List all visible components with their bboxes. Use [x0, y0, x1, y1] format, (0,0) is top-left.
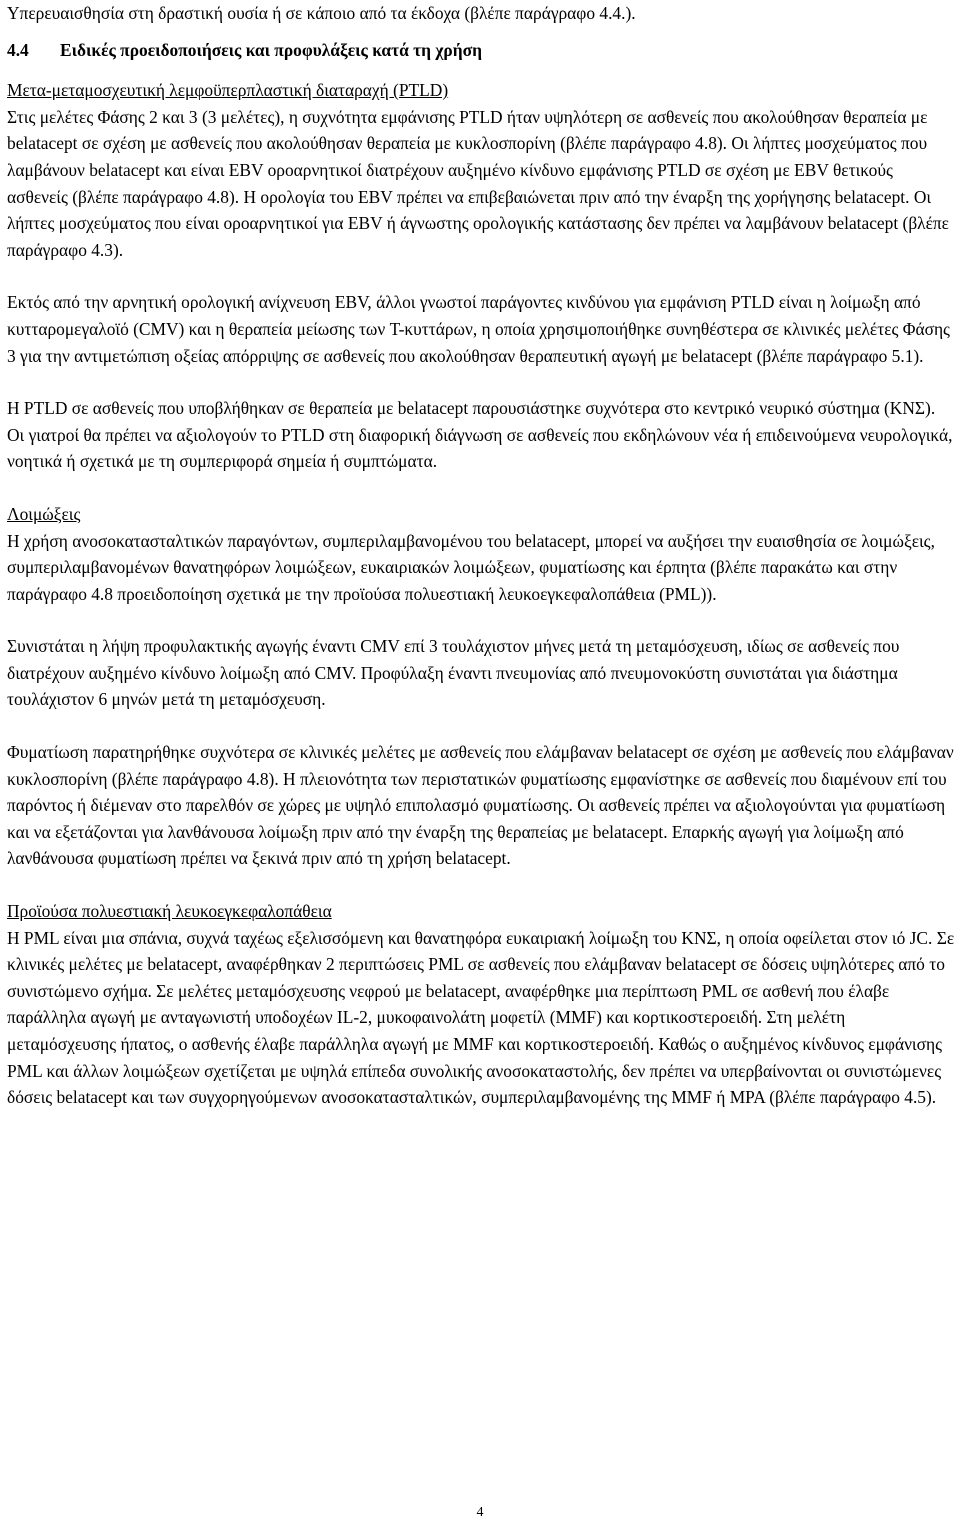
ptld-text-1: Στις μελέτες Φάσης 2 και 3 (3 μελέτες), η συχνότητα εμφάνισης PTLD ήταν υψηλότερη σε ασθενείς που ακολούθησαν θεραπεία με belatacept σε σχέση με ασθενείς που ακολούθησαν θεραπεία με κυκλοσπορίνη (βλέπε παράγραφο 4.8). Οι λήπτες μοσχεύματος που λαμβάνουν belatacept και είναι EBV οροαρνητικοί διατρέχουν αυξημένο κίνδυνο εμφάνισης PTLD σε σχέση με EBV θετικούς ασθενείς (βλέπε παράγραφο 4.8). Η ορολογία του EBV πρέπει να επιβεβαιώνεται πριν από την έναρξη της χορήγησης belatacept. Οι λήπτες μοσχεύματος που είναι οροαρνητικοί για EBV ή άγνωστης ορολογικής κατάστασης δεν πρέπει να λαμβάνουν belatacept (βλέπε παράγραφο 4.3). — [7, 106, 949, 260]
infections-paragraph-3: Φυματίωση παρατηρήθηκε συχνότερα σε κλινικές μελέτες με ασθενείς που ελάμβαναν belatacept σε σχέση με ασθενείς που ελάμβαναν κυκλοσπορίνη (βλέπε παράγραφο 4.8). Η πλειονότητα των περιστατικών φυματίωσης εμφανίστηκε σε ασθενείς που διαμένουν επί του παρόντος ή διέμεναν στο παρελθόν σε χώρες με υψηλό επιπολασμό φυματίωσης. Οι ασθενείς πρέπει να αξιολογούνται για φυματίωση και να εξετάζονται για λανθάνουσα λοίμωξη πριν από την έναρξη της θεραπείας με belatacept. Επαρκής αγωγή για λοίμωξη από λανθάνουσα φυματίωση πρέπει να ξεκινά πριν από τη χρήση belatacept. — [7, 742, 954, 869]
infections-text-1: Η χρήση ανοσοκατασταλτικών παραγόντων, συμπεριλαμβανομένου του belatacept, μπορεί να αυξήσει την ευαισθησία σε λοιμώξεις, συμπεριλαμβανομένων θανατηφόρων λοιμώξεων, ευκαιριακών λοιμώξεων, φυματίωσης και έρπητα (βλέπε παρακάτω και στην παράγραφο 4.8 προειδοποίηση σχετικά με την προϊούσα πολυεστιακή λευκοεγκεφαλοπάθεια (PML)). — [7, 530, 935, 604]
pml-text-1: Η PML είναι μια σπάνια, συχνά ταχέως εξελισσόμενη και θανατηφόρα ευκαιριακή λοίμωξη του ΚΝΣ, η οποία οφείλεται στον ιό JC. Σε κλινικές μελέτες με belatacept, αναφέρθηκαν 2 περιπτώσεις PML σε ασθενείς που ελάμβαναν belatacept σε δόσεις υψηλότερες από το συνιστώμενο σχήμα. Σε μελέτες μεταμόσχευσης νεφρού με belatacept, αναφέρθηκε μια περίπτωση PML σε ασθενή που έλαβε παράλληλα αγωγή με ανταγωνιστή υποδοχέων IL-2, μυκοφαινολάτη μοφετίλ (MMF) και κορτικοστεροειδή. Στη μελέτη μεταμόσχευσης ήπατος, ο ασθενής έλαβε παράλληλα αγωγή με MMF και κορτικοστεροειδή. Καθώς ο αυξημένος κίνδυνος εμφάνισης PML και άλλων λοιμώξεων σχετίζεται με υψηλά επίπεδα συνολικής ανοσοκαταστολής, δεν πρέπει να υπερβαίνονται οι συνιστώμενες δόσεις belatacept και των συγχορηγούμενων ανοσοκατασταλτικών, συμπεριλαμβανομένης της MMF ή MPA (βλέπε παράγραφο 4.5). — [7, 927, 955, 1108]
document-page — [7, 0, 955, 1137]
ptld-paragraph-1 — [7, 77, 955, 263]
page-footer — [0, 1500, 960, 1527]
infections-paragraph-2: Συνιστάται η λήψη προφυλακτικής αγωγής έναντι CMV επί 3 τουλάχιστον μήνες μετά τη μεταμόσχευση, ιδίως σε ασθενείς που διατρέχουν αυξημένο κίνδυνο λοίμωξη από CMV. Προφύλαξη έναντι πνευμονίας από πνευμονοκύστη συνιστάται για διάστημα τουλάχιστον 6 μηνών μετά τη μεταμόσχευση. — [7, 636, 900, 710]
section-title: Ειδικές προειδοποιήσεις και προφυλάξεις κατά τη χρήση — [60, 39, 482, 60]
infections-subheading: Λοιμώξεις — [7, 503, 81, 524]
section-number: 4.4 — [7, 39, 29, 60]
ptld-paragraph-3: Η PTLD σε ασθενείς που υποβλήθηκαν σε θεραπεία με belatacept παρουσιάστηκε συχνότερα στο κεντρικό νευρικό σύστημα (ΚΝΣ). Οι γιατροί θα πρέπει να αξιολογούν το PTLD στη διαφορική διάγνωση σε ασθενείς που εκδηλώνουν νέα ή επιδεινούμενα νευρολογικά, νοητικά ή σχετικά με τη συμπεριφορά σημεία ή συμπτώματα. — [7, 398, 953, 472]
section-heading — [7, 37, 955, 64]
ptld-paragraph-2: Εκτός από την αρνητική ορολογική ανίχνευση EBV, άλλοι γνωστοί παράγοντες κινδύνου για εμφάνιση PTLD είναι η λοίμωξη από κυτταρομεγαλοϊό (CMV) και η θεραπεία μείωσης των T-κυττάρων, η οποία χρησιμοποιήθηκε συνηθέστερα σε κλινικές μελέτες Φάσης 3 για την αντιμετώπιση οξείας απόρριψης σε ασθενείς που ακολούθησαν θεραπευτική αγωγή με belatacept (βλέπε παράγραφο 5.1). — [7, 292, 950, 366]
ptld-subheading: Μετα-μεταμοσχευτική λεμφοϋπερπλαστική διαταραχή (PTLD) — [7, 80, 449, 101]
infections-paragraph-1 — [7, 501, 955, 607]
pml-subheading: Προϊούσα πολυεστιακή λευκοεγκεφαλοπάθεια — [7, 901, 332, 922]
page-number: 4 — [476, 1505, 484, 1520]
pml-paragraph-1 — [7, 898, 955, 1111]
intro-line: Υπερευαισθησία στη δραστική ουσία ή σε κάποιο από τα έκδοχα (βλέπε παράγραφο 4.4.). — [7, 3, 636, 23]
